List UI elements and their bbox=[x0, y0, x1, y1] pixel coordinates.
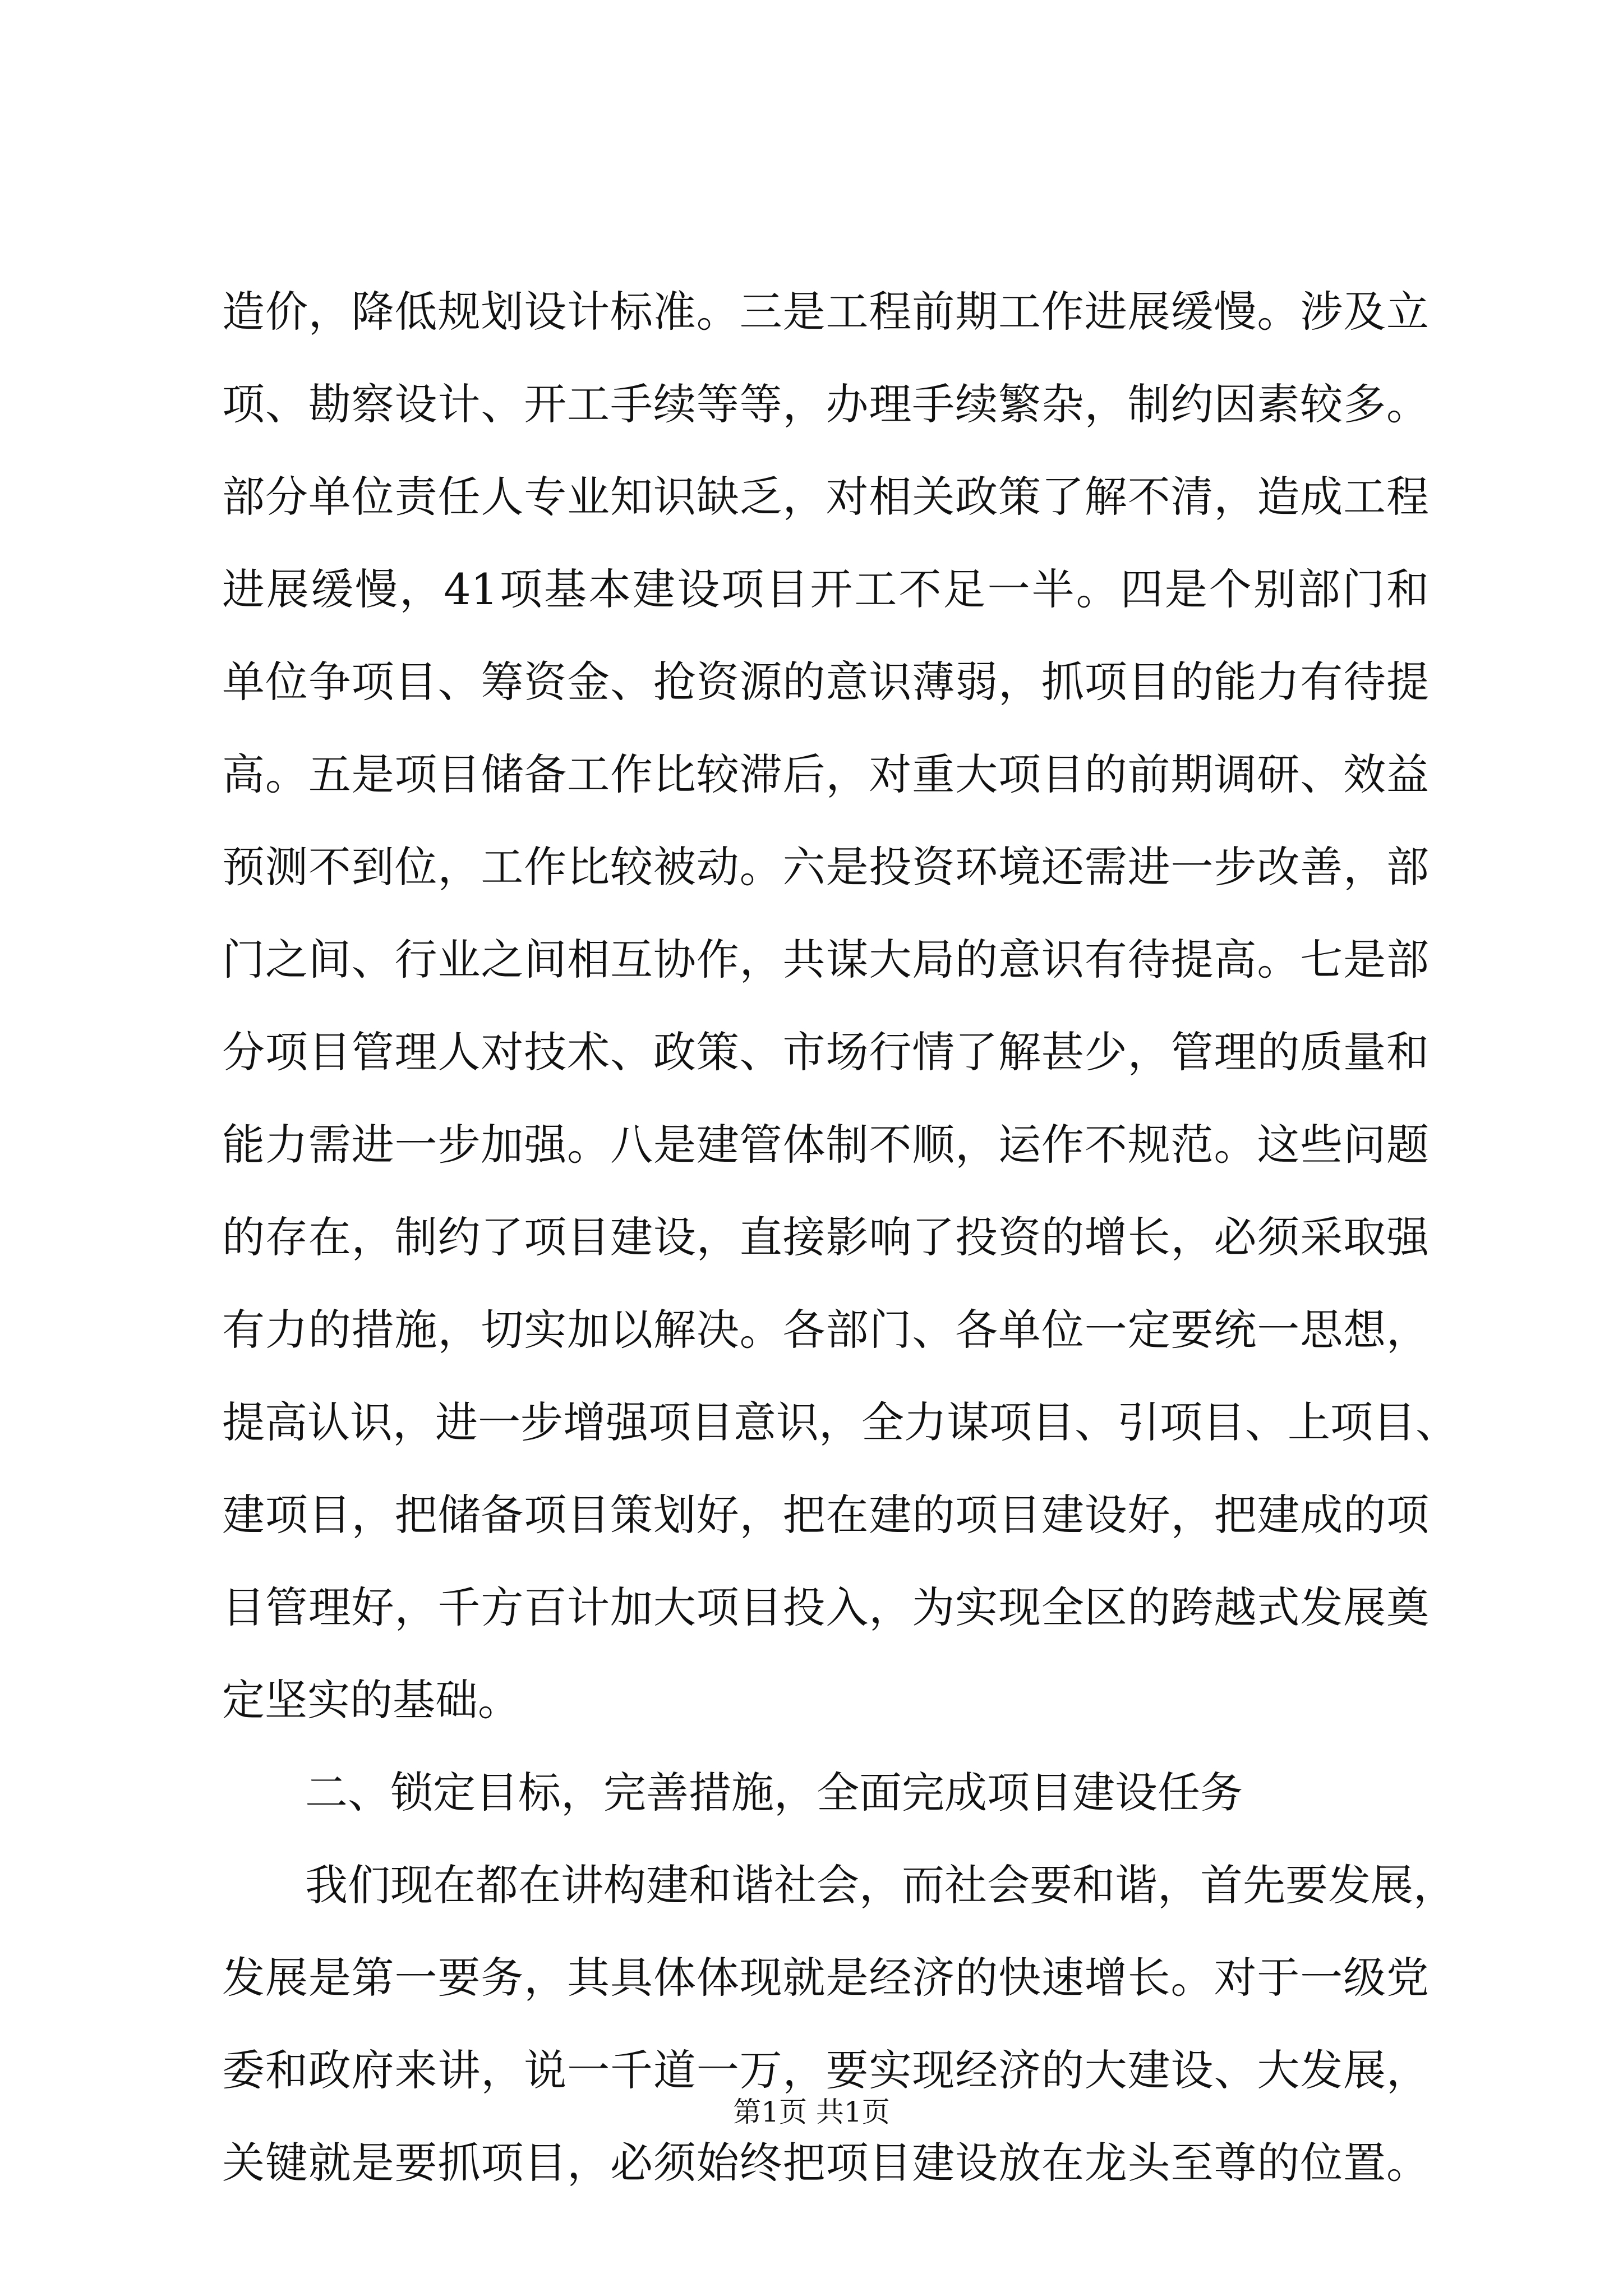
text-line: 委和政府来讲，说一千道一万，要实现经济的大建设、大发展， bbox=[222, 2045, 1429, 2095]
paragraph-first-line: 我们现在都在讲构建和谐社会，而社会要和谐，首先要发展， bbox=[305, 1860, 1456, 1910]
text-line: 建项目，把储备项目策划好，把在建的项目建设好，把建成的项 bbox=[222, 1490, 1429, 1540]
text-line: 分项目管理人对技术、政策、市场行情了解甚少，管理的质量和 bbox=[222, 1027, 1429, 1077]
text-line: 目管理好，千方百计加大项目投入，为实现全区的跨越式发展奠 bbox=[222, 1582, 1429, 1632]
text-line: 发展是第一要务，其具体体现就是经济的快速增长。对于一级党 bbox=[222, 1953, 1429, 2003]
text-line: 有力的措施，切实加以解决。各部门、各单位一定要统一思想， bbox=[222, 1305, 1429, 1355]
paragraph-end-line: 定坚实的基础。 bbox=[222, 1675, 520, 1725]
page-number-footer: 第1页 共1页 bbox=[733, 2096, 890, 2128]
section-heading: 二、锁定目标，完善措施，全面完成项目建设任务 bbox=[305, 1768, 1243, 1818]
text-line: 的存在，制约了项目建设，直接影响了投资的增长，必须采取强 bbox=[222, 1212, 1429, 1262]
text-line: 提高认识，进一步增强项目意识，全力谋项目、引项目、上项目、 bbox=[222, 1397, 1458, 1447]
text-line: 门之间、行业之间相互协作，共谋大局的意识有待提高。七是部 bbox=[222, 935, 1429, 984]
text-line: 进展缓慢，41项基本建设项目开工不足一半。四是个别部门和 bbox=[222, 564, 1429, 614]
text-line: 部分单位责任人专业知识缺乏，对相关政策了解不清，造成工程 bbox=[222, 472, 1429, 522]
text-line: 造价，降低规划设计标准。三是工程前期工作进展缓慢。涉及立 bbox=[222, 287, 1429, 337]
text-line: 项、勘察设计、开工手续等等，办理手续繁杂，制约因素较多。 bbox=[222, 379, 1429, 429]
text-line: 单位争项目、筹资金、抢资源的意识薄弱，抓项目的能力有待提 bbox=[222, 657, 1429, 707]
text-line: 关键就是要抓项目，必须始终把项目建设放在龙头至尊的位置。 bbox=[222, 2138, 1429, 2188]
text-line: 高。五是项目储备工作比较滞后，对重大项目的前期调研、效益 bbox=[222, 749, 1429, 799]
text-line: 预测不到位，工作比较被动。六是投资环境还需进一步改善，部 bbox=[222, 842, 1429, 892]
document-body bbox=[222, 265, 1458, 2209]
text-line: 能力需进一步加强。八是建管体制不顺，运作不规范。这些问题 bbox=[222, 1120, 1429, 1170]
